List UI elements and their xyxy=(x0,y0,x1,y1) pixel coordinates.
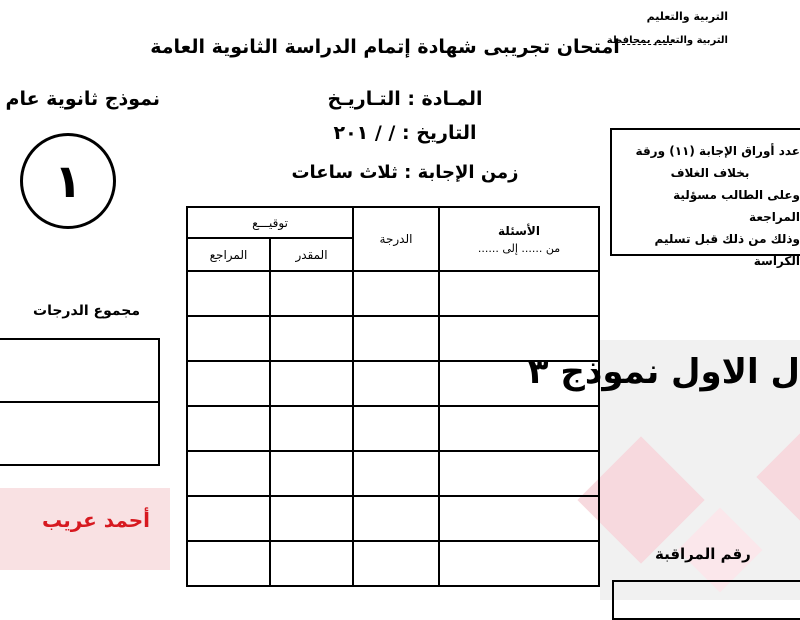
instructions-box xyxy=(610,128,800,268)
exam-date: التاريخ : / / ٢٠١ xyxy=(333,122,477,144)
table-cell[interactable] xyxy=(187,316,270,361)
model-number: ١ xyxy=(53,154,83,208)
table-cell[interactable] xyxy=(187,361,270,406)
table-row xyxy=(187,496,599,541)
table-row xyxy=(187,541,599,586)
ministry-header-line2: التربية والتعليم بمحافظة xyxy=(606,35,728,46)
table-cell[interactable] xyxy=(270,406,353,451)
ministry-header-line1: التربية والتعليم xyxy=(646,10,728,23)
table-cell[interactable] xyxy=(270,361,353,406)
grades-table xyxy=(186,206,600,587)
signature-header: توقيـــع xyxy=(187,207,353,238)
name-banner xyxy=(0,488,170,570)
model-number-circle xyxy=(20,133,116,229)
observer-number-label: رقم المراقبة xyxy=(655,545,751,563)
sum-label: مجموع الدرجات xyxy=(33,303,140,319)
questions-header xyxy=(439,207,599,271)
table-cell[interactable] xyxy=(187,406,270,451)
instruction-line: بخلاف الغلاف xyxy=(670,166,750,180)
instruction-line: عدد أوراق الإجابة (١١) ورقة xyxy=(635,144,800,158)
author-name: أحمد عريب xyxy=(42,508,150,532)
instruction-line: وذلك من ذلك قبل تسليم الكراسة xyxy=(654,232,800,268)
table-cell[interactable] xyxy=(439,541,599,586)
table-cell[interactable] xyxy=(353,316,439,361)
observer-number-box[interactable] xyxy=(612,580,800,620)
table-cell[interactable] xyxy=(270,541,353,586)
model-label: نموذج ثانوية عام xyxy=(5,88,160,110)
grades-table-body xyxy=(187,271,599,586)
questions-header-label: الأسئلة xyxy=(498,223,540,238)
table-row xyxy=(187,271,599,316)
table-cell[interactable] xyxy=(187,496,270,541)
exam-subject: المـادة : التـاريـخ xyxy=(327,88,483,110)
table-cell[interactable] xyxy=(439,451,599,496)
table-row xyxy=(187,361,599,406)
table-row xyxy=(187,406,599,451)
exam-time: زمن الإجابة : ثلاث ساعات xyxy=(291,162,519,183)
table-cell[interactable] xyxy=(187,271,270,316)
questions-header-range: من ...... إلى ...... xyxy=(477,241,561,255)
reviewer-header: المراجع xyxy=(187,238,270,271)
table-cell[interactable] xyxy=(353,496,439,541)
sum-box-divider xyxy=(0,401,158,403)
table-cell[interactable] xyxy=(270,451,353,496)
table-cell[interactable] xyxy=(353,406,439,451)
table-cell[interactable] xyxy=(353,541,439,586)
estimator-header: المقدر xyxy=(270,238,353,271)
table-cell[interactable] xyxy=(270,316,353,361)
table-cell[interactable] xyxy=(439,496,599,541)
ministry-dash-line xyxy=(622,44,672,45)
table-cell[interactable] xyxy=(187,541,270,586)
grade-header: الدرجة xyxy=(353,207,439,271)
table-cell[interactable] xyxy=(353,361,439,406)
table-row xyxy=(187,451,599,496)
table-cell[interactable] xyxy=(353,451,439,496)
instruction-line: وعلى الطالب مسؤلية المراجعة xyxy=(673,188,800,224)
table-cell[interactable] xyxy=(187,451,270,496)
table-cell[interactable] xyxy=(353,271,439,316)
right-headline: ل الاول نموذج ٣ xyxy=(527,352,800,392)
sum-box[interactable] xyxy=(0,338,160,466)
table-cell[interactable] xyxy=(439,406,599,451)
table-row xyxy=(187,316,599,361)
table-cell[interactable] xyxy=(439,316,599,361)
table-cell[interactable] xyxy=(439,271,599,316)
exam-title: امتحان تجريبى شهادة إتمام الدراسة الثانوية العامة xyxy=(150,36,620,58)
table-cell[interactable] xyxy=(439,361,599,406)
table-cell[interactable] xyxy=(270,496,353,541)
table-cell[interactable] xyxy=(270,271,353,316)
